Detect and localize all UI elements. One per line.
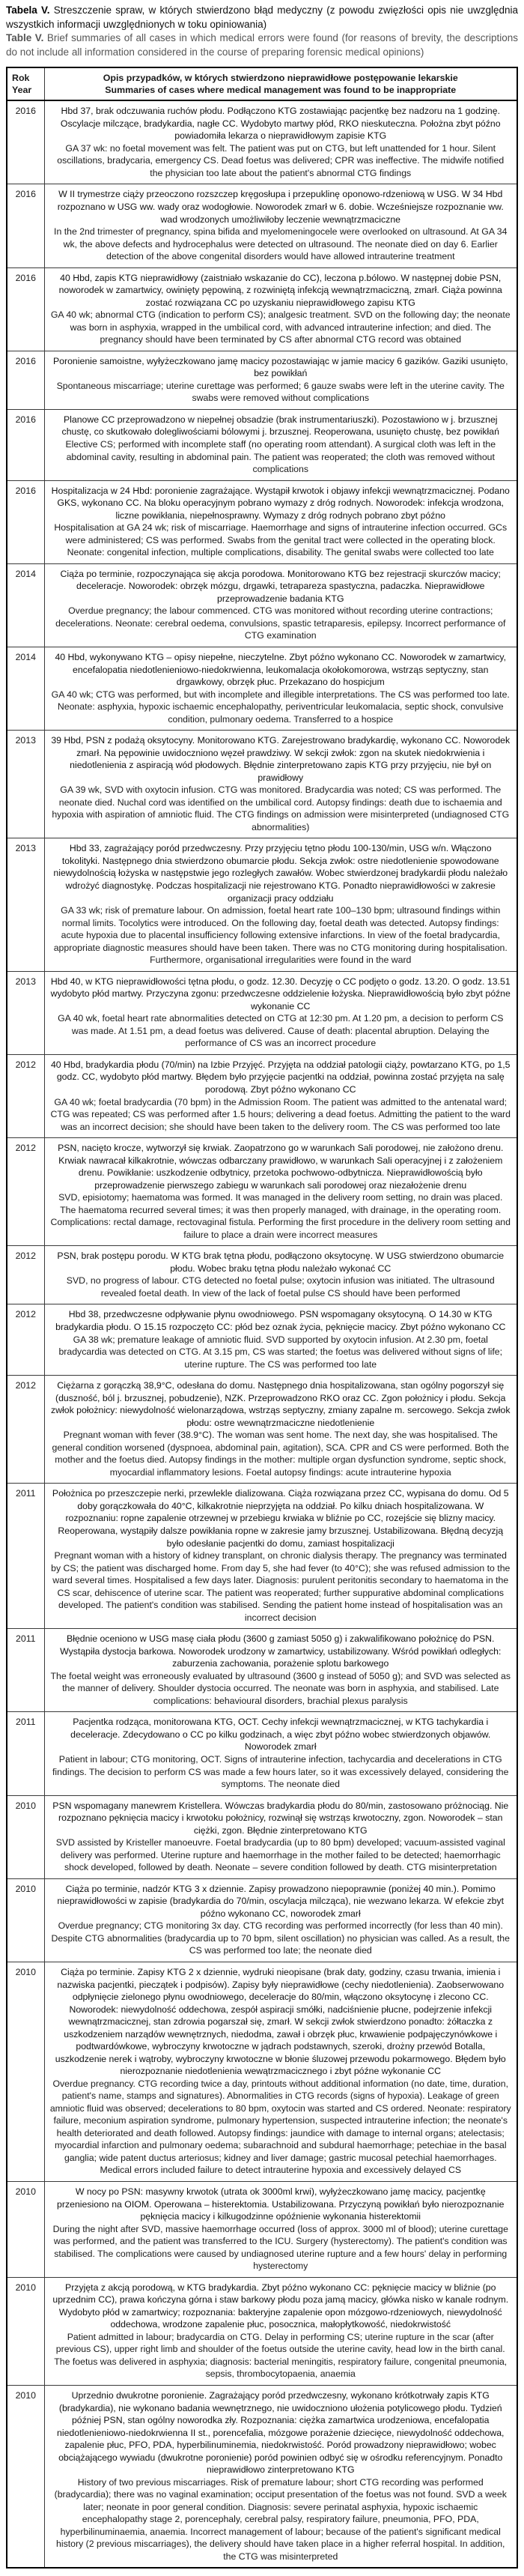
table-row (7, 1712, 517, 1795)
table-body (7, 100, 517, 2568)
case-text-pl: Poronienie samoistne, wyłyżeczkowano jamę macicy pozostawiając w jamie macicy 6 gazików. Gaziki usunięto, bez powikłań (52, 355, 508, 379)
case-cell (44, 1138, 517, 1246)
case-cell (44, 1629, 517, 1712)
year-cell: 2014 (7, 563, 44, 647)
year-header-en: Year (12, 84, 32, 95)
case-text-pl: PSN wspomagany manewrem Kristellera. Wówczas bradykardia płodu do 80/min, zastosowano próżnociąg. Nie rozpoznano pęknięcia macicy i krwotoku położnicy, rozwinął się wstrząs krwotoczny, zgon. Noworodek – stan ciężki, zgon. Błędnie zinterpretowano KTG (52, 1800, 509, 1836)
case-text-en: Overdue pregnancy; CTG monitoring 3x day. CTG recording was performed incorrectly (for less than 40 min). Despite CTG abnormalities (bradycardia up to 70 bpm, silent oscillation) no physician was called. As a result, the CS was performed too late; the neonate died (51, 1920, 510, 1956)
case-cell (44, 409, 517, 480)
case-text-pl: Hbd 37, brak odczuwania ruchów płodu. Podłączono KTG zostawiając pacjentkę bez nadzoru na 1 godzinę. Oscylacje milczące, bradykardia, nagłe CC. Wydobyto martwy płód, RKO nieskuteczna. Położna zbyt późno powiadomiła lekarza o nieprawidłowym zapisie KTG (60, 106, 501, 142)
year-cell: 2016 (7, 409, 44, 480)
year-cell: 2010 (7, 1795, 44, 1878)
case-text-pl: Hbd 33, zagrażający poród przedwczesny. Przy przyjęciu tętno płodu 100-130/min, USG w/n. Włączono tokolityki. Następnego dnia stwierdzono obumarcie płodu. Sekcja zwłok: ostre niedotlenienie spowodowane niewydolnością łożyska w następstwie jego rozległych zawałów. Wobec stwierdzonej bradykardii płodu należało wdrożyć diagnostykę. Podczas hospitalizacji nie rejestrowano KTG. Ponadto nieprawidłowości w zakresie organizacji pracy oddziału (53, 843, 508, 904)
table-row (7, 1484, 517, 1629)
year-cell: 2013 (7, 838, 44, 971)
case-cell (44, 1484, 517, 1629)
case-text-pl: Błędnie oceniono w USG masę ciała płodu (3600 g zamiast 5050 g) i zakwalifikowano położnicę do PSN. Wystąpiła dystocja barkowa. Noworodek urodzony w zamartwicy, ustabilizowany. Wśród powikłań odległych: zaburzenia zachowania, porażenie splotu barkowego (60, 1633, 502, 1669)
caption-text-en: Brief summaries of all cases in which medical errors were found (for reasons of brevity, the descriptions do not include all information considered in the course of preparing forensic medical opinions) (6, 32, 519, 58)
caption-line-en (6, 32, 518, 58)
case-cell (44, 647, 517, 730)
year-cell: 2010 (7, 2277, 44, 2385)
description-column-header (44, 67, 517, 101)
case-text-en: SVD assisted by Kristeller manoeuvre. Foetal bradycardia (up to 80 bpm) developed; vacuum-assisted vaginal delivery was performed. Uterine rupture and haemorrhage in the mother failed to be detected; haemorrhagic shock developed, followed by death. Neonate – severe condition followed by death. CTG misinterpretation (55, 1837, 505, 1873)
table-row (7, 1138, 517, 1246)
table-row (7, 480, 517, 563)
case-text-pl: Ciąża po terminie. Zapisy KTG 2 x dziennie, wydruki nieopisane (brak daty, godziny, czasu trwania, imienia i nazwiska pacjentki, pieczątek i podpisów). Zapisy były nieprawidłowe (cechy niedotlenienia). Zaobserwowano odpłynięcie zielonego płynu owodniowego, deceleracje do 80/min, włączono oksytocynę i zlecono CC. Noworodek: niewydolność oddechowa, zespół aspiracji smółki, nadciśnienie płucne, podejrzenie infekcji wewnątrzmacicznej, stan zdrowia pogarszał się, zmarł. W sekcji zwłok stwierdzono ponadto: żółtaczka z uszkodzeniem narządów wewnętrznych, niedodma, zawał i obrzęk płuc, krwawienie podpajęczynówkowe i podtwardówkowe, wybroczyny krwotoczne w jądrach podstawnych, szeroki, drożny przewód Botalla, uszkodzenie nerek i wątroby, wybroczyny krwotoczne w błonie śluzowej przewodu pokarmowego. Błędem było nierozpoznanie niedotlenienia wewątrzmacicznego i zbyt późne wykonanie CC (55, 1966, 506, 2077)
cases-table (6, 67, 518, 2569)
case-text-en: GA 37 wk: no foetal movement was felt. The patient was put on CTG, but left unattended for 1 hour. Silent oscillations, bradycaria, emergency CS. Dead foetus was delivered; CPR was ineffective. The midwife notified the physician too late about the patient's abnormal CTG findings (57, 142, 505, 178)
case-text-pl: 40 Hbd, zapis KTG nieprawidłowy (zaistniało wskazanie do CC), leczona p.bólowo. W następnej dobie PSN, noworodek w zamartwicy, owinięty pępowiną, z rozwiniętą infekcją wewnątrzmaciczną, zmarł. Ciąża powinna zostać rozwiązana CC po uzyskaniu nieprawidłowego zapisu KTG (58, 272, 502, 308)
caption-label-pl: Tabela V. (6, 4, 50, 16)
case-text-pl: W nocy po PSN: masywny krwotok (utrata ok 3000ml krwi), wyłyżeczkowano jamę macicy, pacjentkę przeniesiono na OIOM. Operowana – histerektomia. Ustabilizowana. Przyczyną powikłań było nierozpoznanie pęknięcia macicy i kilkugodzinne opóźnienie wykonania histerektomii (57, 2186, 505, 2222)
case-text-en: SVD, no progress of labour. CTG detected no foetal pulse; oxytocin infusion was initiated. The ultrasound revealed foetal death. In view of the lack of foetal pulse CS should have been performed (66, 1275, 495, 1298)
year-cell: 2016 (7, 480, 44, 563)
table-caption (6, 4, 518, 60)
case-text-en: GA 38 wk; premature leakage of amniotic fluid. SVD supported by oxytocin infusion. At 2.30 pm, foetal bradycardia was detected on CTG. At 3.15 pm, CS was started; the foetus was delivered without signs of life; uterine rupture. The CS was performed too late (58, 1334, 503, 1370)
case-text-pl: PSN, nacięto krocze, wytworzył się krwiak. Zaopatrzono go w warunkach Sali porodowej, nie założono drenu. Krwiak nawracał kilkakrotnie, wówczas odbarczany prawidłowo, w warunkach Sali operacyjnej i z założeniem drenu. Powikłanie: uszkodzenie odbytnicy, przetoka pochwowo-odbytnicza. Nieprawidłowością było przeprowadzenie pierwszego zabiegu w warunkach sali porodowej oraz niezałożenie drenu (58, 1143, 504, 1191)
year-cell: 2010 (7, 1962, 44, 2181)
case-text-en: SVD, episiotomy; haematoma was formed. It was managed in the delivery room setting, no drain was placed. The haematoma recurred several times; it was then properly managed, with drainage, in the operating room. Complications: rectal damage, rectovaginal fistula. Performing the first procedure in the delivery room setting and failure to place a drain were incorrect measures (50, 1192, 511, 1240)
year-header-pl: Rok (12, 72, 30, 83)
case-cell (44, 838, 517, 971)
table-row (7, 1246, 517, 1304)
case-text-pl: Przyjęta z akcją porodową, w KTG bradykardia. Zbyt późno wykonano CC: pęknięcie macicy w bliźnie (po uprzednim CC), prawa kończyna górna i staw barkowy płodu poza jamą macicy, główka nisko w kanale rodnym. Wydobyto płód w zamartwicy; rozpoznania: bakteryjne zapalenie opon mózgowo-rdzeniowych, niewydolność oddechowa, wrodzone zapalenie płuc, posocznica, małopłytkowość, niedokrwistość (52, 2282, 509, 2330)
case-text-en: GA 40 wk; foetal bradycardia (70 bpm) in the Admission Room. The patient was admitted to the antenatal ward; CTG was repeated; CS was performed after 1.5 hours; delivering a dead foetus. Admitting the patient to the ward was an incorrect decision; she should have been taken to the delivery room. The CS was performed too late (50, 1096, 511, 1132)
header-row (7, 67, 517, 101)
description-header-pl: Opis przypadków, w których stwierdzono nieprawidłowe postępowanie lekarskie (103, 72, 458, 83)
case-text-pl: 40 Hbd, wykonywano KTG – opisy niepełne, nieczytelne. Zbyt późno wykonano CC. Noworodek w zamartwicy, encefalopatia niedotlenieniowo-niedokrwienna, leukomalacja okołokomorowa, wstrząs septyczny, stan drgawkowy, obrzęk płuc. Przekazano do hospicjum (55, 651, 507, 688)
case-cell (44, 1878, 517, 1962)
case-text-en: Patient admitted in labour; bradycardia on CTG. Delay in performing CS; uterine rupture in the scar (after previous CS), upper right limb and shoulder of the foetus outside the uterine cavity, head low in the birth canal. The foetus was delivered in asphyxia; diagnosis: bacterial meningitis, respiratory failure, congenital pneumonia, sepsis, thrombocytopaenia, anaemia (54, 2331, 508, 2380)
table-row (7, 1878, 517, 1962)
case-cell (44, 2277, 517, 2385)
case-text-pl: Ciężarna z gorączką 38,9°C, odesłana do domu. Następnego dnia hospitalizowana, stan ogólny pogorszył się (duszność, ból j. brzusznej, pobudzenie), NZK. Przeprowadzono RKO oraz CC. Zgon położnicy i płodu. Sekcja zwłok położnicy: niewydolność wielonarządowa, wstrząs septyczny, zmiany zapalne m. sercowego. Sekcja zwłok płodu: ostre wewnątrzmaciczne niedotlenienie (50, 1380, 511, 1428)
case-cell (44, 351, 517, 409)
case-cell (44, 184, 517, 267)
table-row (7, 2277, 517, 2385)
caption-label-en: Table V. (6, 32, 44, 44)
case-text-en: Pregnant woman with fever (38.9°C). The woman was sent home. The next day, she was hospitalised. The general condition worsened (dyspnoea, abdominal pain, agitation), SCA. CPR and CS were performed. Both the mother and the foetus died. Autopsy findings in the mother: multiple organ dysfunction syndrome, septic shock, myocardial inflammatory lesions. Foetal autopsy findings: acute intrauterine hypoxia (52, 1430, 509, 1478)
table-row (7, 267, 517, 351)
case-text-pl: W II trymestrze ciąży przeoczono rozszczep kręgosłupa i przepuklinę oponowo-rdzeniową w USG. W 34 Hbd rozpoznano w USG ww. wady oraz wodogłowie. Noworodek zmarł w 6. dobie. Wcześniejsze rozpoznanie ww. wad wrodzonych umożliwiłoby leczenie wewnątrzmaciczne (57, 189, 504, 225)
table-row (7, 351, 517, 409)
year-cell: 2016 (7, 351, 44, 409)
case-cell (44, 480, 517, 563)
case-text-en: GA 33 wk; risk of premature labour. On admission, foetal heart rate 100–130 bpm; ultrasound findings within normal limits. Tocolytics were introduced. On the following day, foetal death was detected. Autopsy findings: acute hypoxia due to placental insufficiency following extensive infarctions. In view of the foetal bradycardia, appropriate diagnostic measures should have been taken. There was no CTG monitoring during hospitalisation. Furthermore, organisational irregularities were found in the ward (53, 905, 508, 966)
case-cell (44, 1304, 517, 1376)
case-cell (44, 731, 517, 838)
case-cell (44, 1962, 517, 2181)
case-text-en: Overdue pregnancy; the labour commenced. CTG was monitored without recording uterine contractions; decelerations. Neonate: cerebral oedema, convulsions, spastic tetraparesis, epilepsy. Incorrect performance of CTG examination (55, 605, 506, 641)
case-text-en: In the 2nd trimester of pregnancy, spina bifida and myelomeningocele were overlooked on ultrasound. At GA 34 wk, the above defects and hydrocephalus were detected on ultrasound. The neonate died on day 6. Earlier detection of the above congenital disorders would have allowed intrauterine treatment (54, 226, 508, 262)
year-column-header (7, 67, 44, 101)
case-text-pl: Pacjentka rodząca, monitorowana KTG, OCT. Cechy infekcji wewnątrzmacicznej, w KTG tachykardia i deceleracje. Zdecydowano o CC po kilku godzinach, a więc zbyt późno wobec stwierdzonych objawów. Noworodek zmarł (70, 1717, 491, 1753)
year-cell: 2016 (7, 184, 44, 267)
year-cell: 2011 (7, 1629, 44, 1712)
case-cell (44, 1376, 517, 1484)
case-text-en: Elective CS; performed with incomplete staff (no operating room attendant). A surgical cloth was left in the abdominal cavity, resulting in abdominal pain. The patient was reoperated; the cloth was removed without complications (65, 439, 496, 475)
case-cell (44, 1054, 517, 1137)
table-row (7, 409, 517, 480)
case-text-en: The foetal weight was erroneously evaluated by ultrasound (3600 g instead of 5050 g); and SVD was selected as the manner of delivery. Shoulder dystocia occurred. The neonate was born in asphyxia, and stabilised. Late complications: behavioural disorders, brachial plexus paralysis (50, 1670, 511, 1706)
case-text-pl: 40 Hbd, bradykardia płodu (70/min) na Izbie Przyjęć. Przyjęta na oddział patologii ciąży, powtarzano KTG, po 1,5 godz. CC, wydobyto płód martwy. Błędem było przyjęcie pacjentki na oddział, powinna zostać przyjęta na salę porodową. Zbyt późno wykonano CC (50, 1059, 511, 1095)
case-text-en: GA 40 wk; abnormal CTG (indication to perform CS); analgesic treatment. SVD on the following day; the neonate was born in asphyxia, wrapped in the umbilical cord, with advanced intrauterine infection; and died. The pregnancy should have been terminated by CS after abnormal CTG record was obtained (50, 309, 511, 345)
year-cell: 2012 (7, 1246, 44, 1304)
year-cell: 2016 (7, 100, 44, 184)
case-cell (44, 100, 517, 184)
case-cell (44, 2385, 517, 2568)
table-row (7, 1962, 517, 2181)
case-cell (44, 267, 517, 351)
case-text-pl: Hbd 40, w KTG nieprawidłowości tętna płodu, o godz. 12.30. Decyzję o CC podjęto o godz. 13.20. O godz. 13.51 wydobyto płód martwy. Przyczyna zgonu: przedwczesne oddzielenie łożyska. Nieprawidłowością było zbyt późne wykonanie CC (50, 976, 511, 1012)
year-cell: 2012 (7, 1054, 44, 1137)
description-header-en: Summaries of cases where medical management was found to be inappropriate (105, 84, 457, 95)
case-text-en: GA 40 wk; CTG was performed, but with incomplete and illegible interpretations. The CS was performed too late. Neonate: asphyxia, hypoxic ischaemic encephalopathy, periventricular leukomalacia, septic shock, convulsive condition, pulmonary oedema. Transferred to a hospice (51, 689, 510, 725)
case-text-pl: Ciąża po terminie, nadzór KTG 3 x dziennie. Zapisy prowadzono niepoprawnie (poniżej 40 min.). Pomimo nieprawidłowości w zapisie (bradykardia do 70/min, oscylacja milcząca), nie wezwano lekarza. W efekcie zbyt późno wykonano CC, noworodek zmarł (57, 1883, 505, 1919)
table-row (7, 731, 517, 838)
year-cell: 2013 (7, 971, 44, 1054)
case-text-en: History of two previous miscarriages. Risk of premature labour; short CTG recording was performed (bradycardia); there was no vaginal examination; occiput presentation of the foetus was not found. SVD a week later; neonate in poor general condition. Diagnosis: severe perinatal asphyxia, hypoxic ischaemic encephalopathy stage 2, porencephaly, cerebral palsy, respiratory failure, pneumonia, PFO, PDA, hyperbilinuminaemia, anaemia. Incorrect management of labour; because of the patient's significant medical history (2 previous miscarriages), the delivery should have taken place in a higher referral hospital. In addition, the CTG was misinterpreted (54, 2476, 507, 2562)
year-cell: 2013 (7, 731, 44, 838)
year-cell: 2012 (7, 1376, 44, 1484)
year-cell: 2011 (7, 1712, 44, 1795)
case-text-pl: Położnica po przeszczepie nerki, przewlekle dializowana. Ciąża rozwiązana przez CC, wypisana do domu. Od 5 doby gorączkowała do 40°C, kilkakrotnie nieprzyjęta na oddział. Po kilku dniach hospitalizowana. W rozpoznaniu: ropne zapalenie otrzewnej w przebiegu krwiaka w bliźnie po CC, rozejście się blizny macicy. Reoperowana, wystąpiły dalsze powikłania ropne w zakresie jamy brzusznej. Ustabilizowana. Błędną decyzją było odesłanie pacjentki do domu, zamiast hospitalizacji (52, 1488, 509, 1549)
case-text-pl: PSN, brak postępu porodu. W KTG brak tętna płodu, podłączono oksytocynę. W USG stwierdzono obumarcie płodu. Wobec braku tętna płodu należało wykonać CC (57, 1251, 505, 1274)
case-cell (44, 1246, 517, 1304)
caption-text-pl: Streszczenie spraw, w których stwierdzono błąd medyczny (z powodu zwięzłości opis nie uwzględnia wszystkich informacji uwzględnionych w toku opiniowania) (6, 4, 518, 30)
year-cell: 2010 (7, 2182, 44, 2278)
table-row (7, 1054, 517, 1137)
case-text-en: GA 40 wk, foetal heart rate abnormalities detected on CTG at 12:30 pm. At 1.20 pm, a decision to perform CS was made. At 1.51 pm, a dead foetus was delivered. Cause of death: placental abruption. Delaying the performance of CS was an incorrect procedure (58, 1013, 504, 1049)
year-cell: 2011 (7, 1484, 44, 1629)
case-cell (44, 563, 517, 647)
year-cell: 2010 (7, 1878, 44, 1962)
case-text-en: Pregnant woman with a history of kidney transplant, on chronic dialysis therapy. The pregnancy was terminated by CS; the patient was discharged home. From day 5, she had fever (to 40°C); she was refused admission to the ward several times. Hospitalised a few days later. Diagnosis: purulent peritonitis secondary to haematoma in the CS scar, dehiscence of uterine scar. The patient was reoperated; further suppurative abdominal complications developed. The patient's condition was stabilised. Sending the patient home instead of hospitalisation was an incorrect decision (51, 1550, 511, 1623)
table-row (7, 647, 517, 730)
table-row (7, 100, 517, 184)
case-text-pl: Uprzednio dwukrotne poronienie. Zagrażający poród przedwczesny, wykonano krótkotrwały zapis KTG (bradykardia), nie wykonano badania wewnętrznego, nie uwidoczniono ułożenia potylicowego płodu. Tydzień później PSN, stan ogólny noworodka zły. Rozpoznania: ciężka zamartwica urodzeniowa, encefalopatia niedotlenieniowo-niedokrwienna II st., porencefalia, mózgowe porażenie dziecięce, niewydolność oddechowa, zapalenie płuc, PFO, PDA, hyperbilinuminemia, niedokrwistość. Poród prowadzony nieprawidłowo; wobec obciążającego wywiadu (dwukrotne poronienie) poród powinien odbyć się w ośrodku referencyjnym. Ponadto nieprawidłowo zinterpretowano KTG (57, 2389, 505, 2476)
case-text-pl: Hospitalizacja w 24 Hbd: poronienie zagrażające. Wystąpił krwotok i objawy infekcji wewnątrzmacicznej. Podano GKS, wykonano CC. Na bloku operacyjnym pobrano wymazy z dróg rodnych. Noworodek: infekcja wrodzona, liczne powikłania, niepełnosprawny. Wymazy z dróg rodnych pobrano zbyt późno (51, 485, 510, 521)
case-cell (44, 2182, 517, 2278)
table-row (7, 971, 517, 1054)
case-cell (44, 971, 517, 1054)
case-text-pl: 39 Hbd, PSN z podażą oksytocyny. Monitorowano KTG. Zarejestrowano bradykardię, wykonano CC. Noworodek zmarł. Na pępowinie uwidoczniono węzeł prawdziwy. W sekcji zwłok: zgon na skutek niedokrwienia i niedotlenienia z aspiracją wód płodowych. Błędnie zinterpretowano zapis KTG przy przyjęciu, nie był on prawidłowy (51, 735, 511, 783)
case-text-pl: Hbd 38, przedwczesne odpływanie płynu owodniowego. PSN wspomagany oksytocyną. O 14.30 w KTG bradykardia płodu. O 15.15 rozpoczęto CC: płód bez oznak życia, pęknięcie macicy. Zbyt późno wykonano CC (55, 1309, 506, 1332)
year-cell: 2012 (7, 1138, 44, 1246)
case-text-en: Overdue pregnancy. CTG recording twice a day, printouts without additional information (no date, time, duration, patient's name, stamps and signatures). Abnormalities in CTG records (signs of hypoxia). Leakage of green amniotic fluid was observed; decelerations to 80 bpm, oxytocin was started and CS ordered. Neonate: respiratory failure, meconium aspiration syndrome, pulmonary hypertension, suspected intrauterine infection; the neonate's health deteriorated and death followed. Autopsy findings: jaundice with damage to internal organs; atelectasis; myocardial infarction and pulmonary oedema; subarachnoid and subdural haemorrhage; petechiae in the basal ganglia; wide patent ductus arteriosus; kidney and liver damage; gastric mucosal petechial haemorrhages. Medical errors included failure to detect intrauterine hypoxia and excessively delayed CS (49, 2078, 511, 2176)
table-row (7, 1629, 517, 1712)
table-row (7, 2385, 517, 2568)
table-row (7, 2182, 517, 2278)
case-text-en: During the night after SVD, massive haemorrhage occurred (loss of approx. 3000 ml of blood); uterine curettage was performed, and the patient was transferred to the ICU. Surgery (hysterectomy). The patient's condition was stabilised. The complications were caused by undiagnosed uterine rupture and a few hours' delay in performing hysterectomy (52, 2223, 508, 2272)
case-text-pl: Ciąża po terminie, rozpoczynająca się akcja porodowa. Monitorowano KTG bez rejestracji skurczów macicy; deceleracje. Noworodek: obrzęk mózgu, drgawki, tetrapareza spastyczna, padaczka. Nieprawidłowe przeprowadzenie badania KTG (60, 568, 501, 604)
case-text-pl: Planowe CC przeprowadzono w niepełnej obsadzie (brak instrumentariuszki). Pozostawiono w j. brzusznej chustę, co skutkowało dolegliwościami bólowymi j. brzusznej. Reoperowana, usunięto chustę, bez powikłań (61, 414, 499, 438)
table-row (7, 1376, 517, 1484)
case-text-en: Hospitalisation at GA 24 wk; risk of miscarriage. Haemorrhage and signs of intrauterine infection occurred. GCs were administered; CS was performed. Swabs from the genital tract were collected in the operating block. Neonate: congenital infection, multiple complications, disability. The genital swabs were collected too late (54, 522, 508, 558)
year-cell: 2016 (7, 267, 44, 351)
case-text-en: Patient in labour; CTG monitoring, OCT. Signs of intrauterine infection, tachycardia and decelerations in CTG findings. The decision to perform CS was made a few hours later, so it was excessively delayed, considering the symptoms. The neonate died (52, 1754, 509, 1790)
case-text-en: Spontaneous miscarriage; uterine curettage was performed; 6 gauze swabs were left in the uterine cavity. The swabs were removed without complications (56, 380, 505, 404)
case-text-en: GA 39 wk, SVD with oxytocin infusion. CTG was monitored. Bradycardia was noted; CS was performed. The neonate died. Nuchal cord was identified on the umbilical cord. Autopsy findings: death due to ischaemia and hypoxia with aspiration of amniotic fluid. The CTG findings on admission were misinterpreted (undiagnosed CTG abnormalities) (52, 784, 510, 832)
case-cell (44, 1712, 517, 1795)
table-row (7, 838, 517, 971)
table-row (7, 184, 517, 267)
table-row (7, 563, 517, 647)
year-cell: 2010 (7, 2385, 44, 2568)
table-row (7, 1795, 517, 1878)
table-row (7, 1304, 517, 1376)
year-cell: 2012 (7, 1304, 44, 1376)
case-cell (44, 1795, 517, 1878)
year-cell: 2014 (7, 647, 44, 730)
